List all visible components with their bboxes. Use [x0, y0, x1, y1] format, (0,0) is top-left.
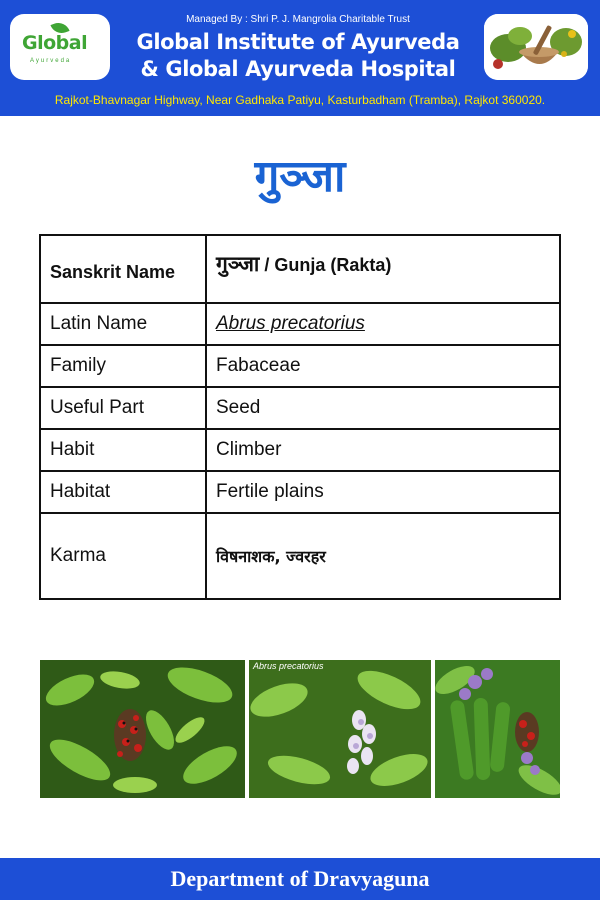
latin-name-value [206, 303, 560, 345]
table-row-latin-name [40, 303, 560, 345]
sanskrit-name-latin: / Gunja (Rakta) [259, 255, 392, 275]
mortar-herbs-image [484, 14, 588, 80]
habit-value: Climber [206, 429, 560, 471]
karma-label: Karma [40, 513, 206, 599]
plant-title: गुञ्जा [254, 151, 346, 202]
useful-part-value: Seed [206, 387, 560, 429]
plant-photo-flowers [249, 660, 431, 798]
header-banner [0, 0, 600, 116]
family-label: Family [40, 345, 206, 387]
table-row-habit [40, 429, 560, 471]
sanskrit-name-label: Sanskrit Name [40, 235, 206, 303]
habitat-value: Fertile plains [206, 471, 560, 513]
department-name: Department of Dravyaguna [170, 866, 430, 891]
institute-title-line2: & Global Ayurveda Hospital [140, 57, 456, 81]
institute-title-line1: Global Institute of Ayurveda [136, 30, 460, 54]
table-row-family [40, 345, 560, 387]
karma-value [206, 513, 560, 599]
logo-text: Global [22, 32, 88, 54]
table-row-useful-part [40, 387, 560, 429]
photo-caption: Abrus precatorius [253, 661, 324, 671]
habit-label: Habit [40, 429, 206, 471]
plant-photo-leaves-seeds [40, 660, 245, 798]
sanskrit-name-devanagari: गुञ्जा [216, 252, 260, 276]
table-row-sanskrit-name [40, 235, 560, 303]
habitat-label: Habitat [40, 471, 206, 513]
useful-part-label: Useful Part [40, 387, 206, 429]
table-row-habitat [40, 471, 560, 513]
managed-by-text: Managed By : Shri P. J. Mangrolia Charitable Trust [186, 14, 410, 25]
karma-text: विषनाशक, ज्वरहर [216, 546, 326, 566]
sanskrit-name-value [206, 235, 560, 303]
latin-name-label: Latin Name [40, 303, 206, 345]
institute-title [120, 29, 476, 83]
latin-name-text: Abrus precatorius [216, 313, 365, 334]
logo-subtext: Ayurveda [30, 58, 72, 64]
plant-photo-pods [435, 660, 560, 798]
plant-info-table [39, 234, 561, 600]
footer-banner [0, 858, 600, 900]
address-text: Rajkot-Bhavnagar Highway, Near Gadhaka Patiyu, Kasturbadham (Tramba), Rajkot 360020. [54, 93, 546, 107]
table-row-karma [40, 513, 560, 599]
family-value: Fabaceae [206, 345, 560, 387]
institute-logo [10, 14, 110, 80]
